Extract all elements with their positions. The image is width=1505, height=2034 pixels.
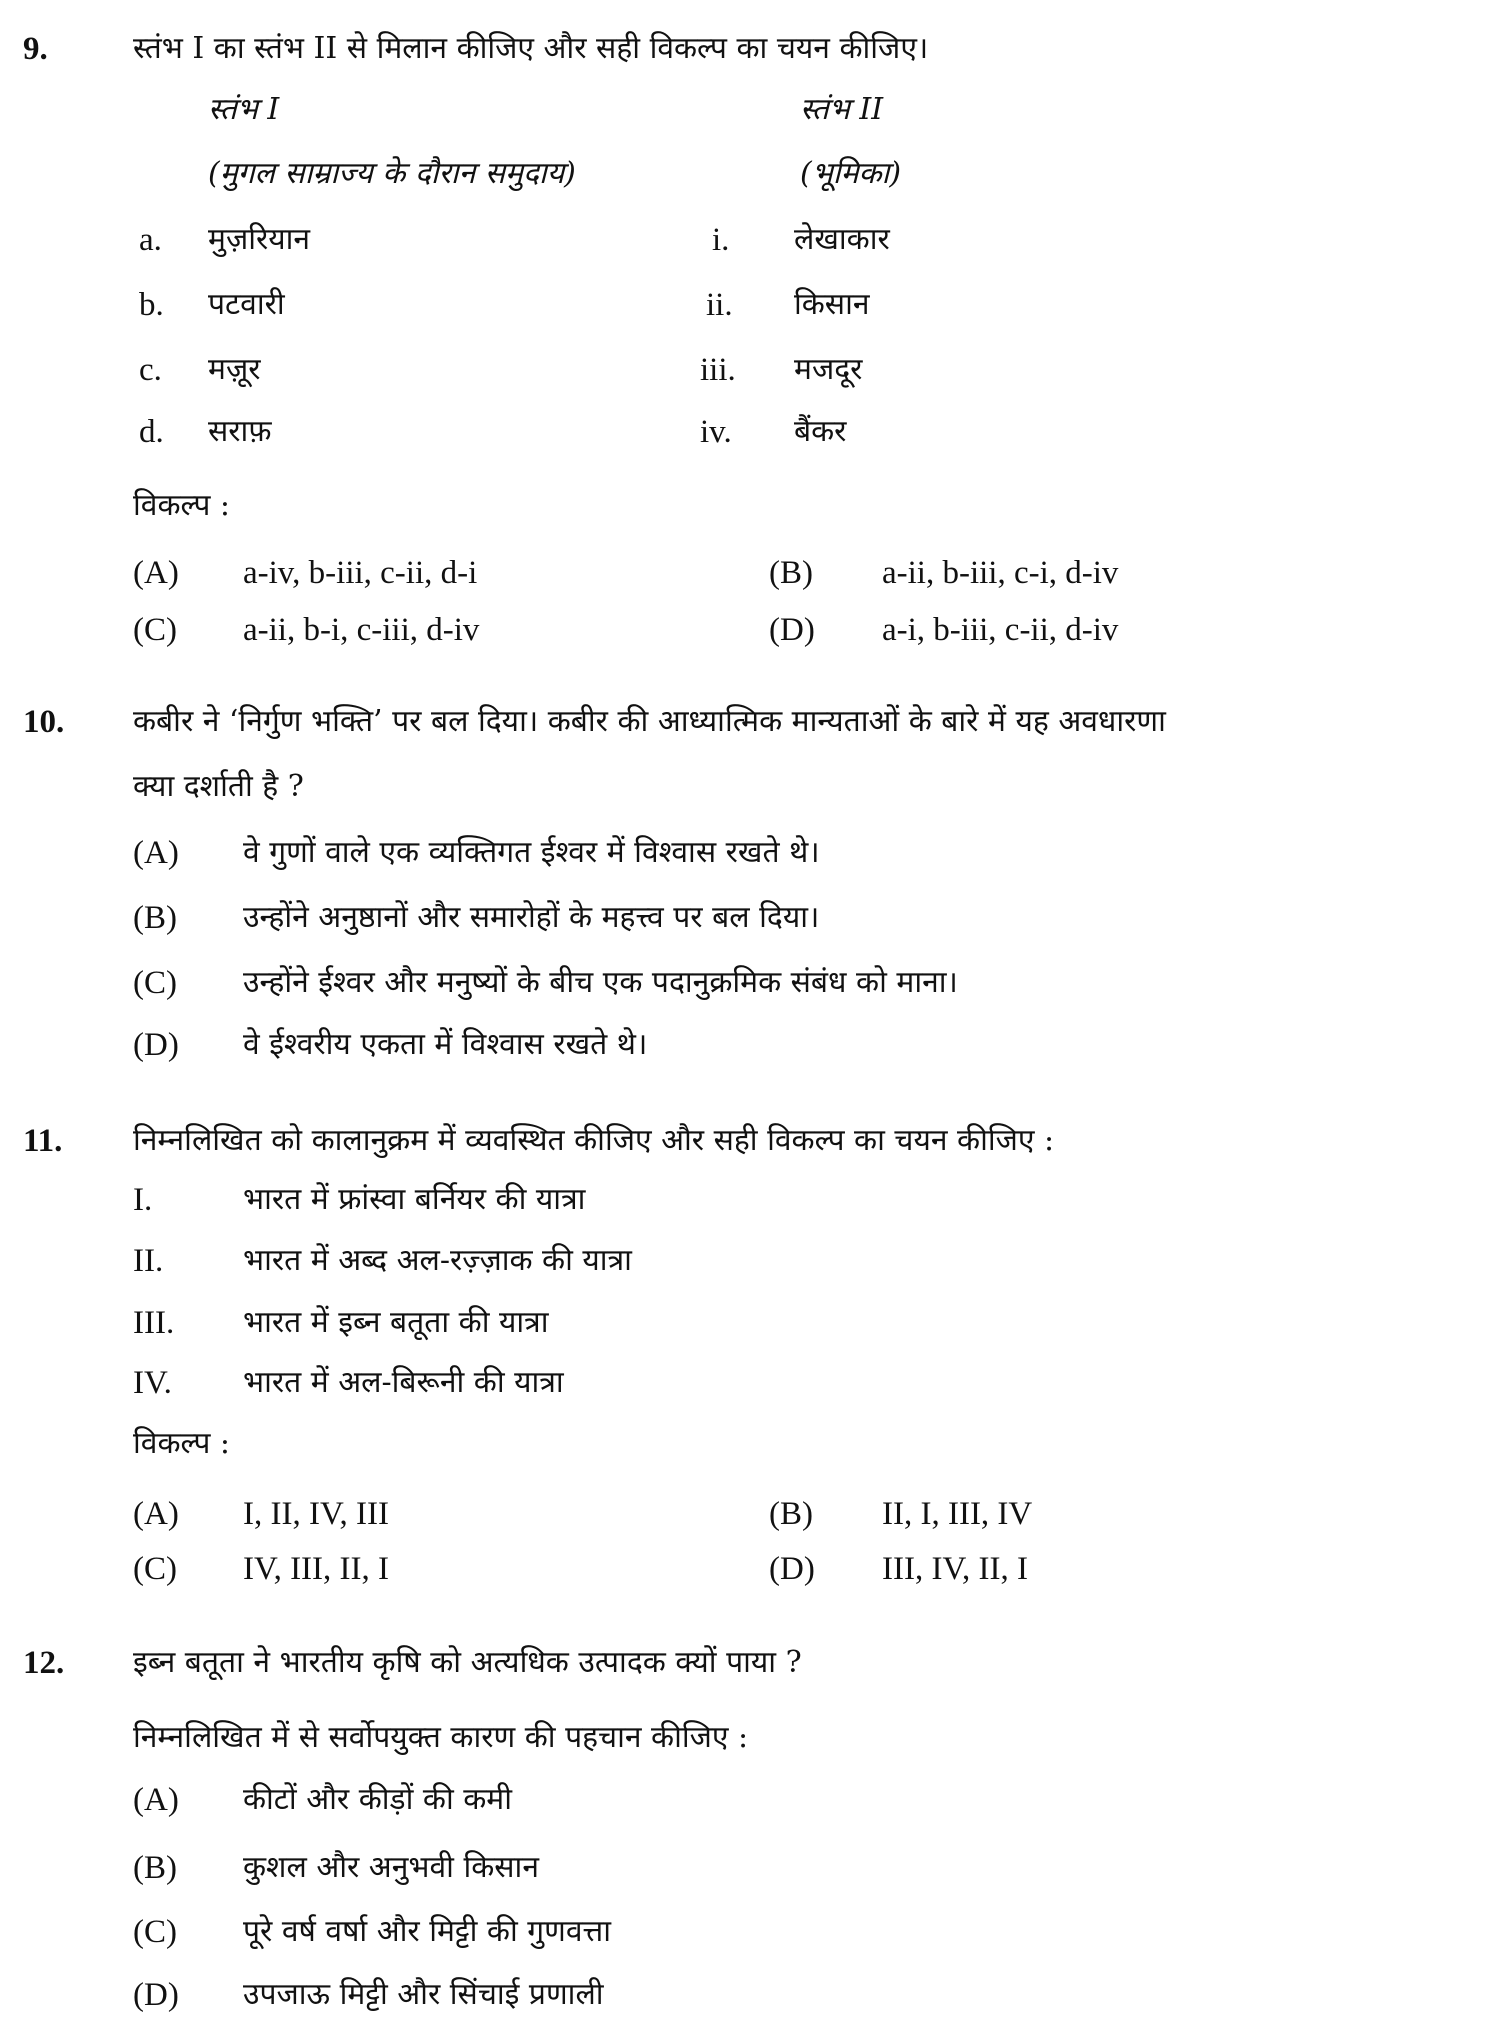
- match-left-value: मज़ूर: [208, 352, 261, 387]
- option-label: (D): [133, 1977, 179, 2013]
- option-text: II, I, III, IV: [882, 1496, 1033, 1532]
- column-2-title: स्तंभ II: [800, 92, 884, 127]
- option-text: पूरे वर्ष वर्षा और मिट्टी की गुणवत्ता: [243, 1914, 612, 1949]
- option-label: (D): [769, 1551, 815, 1587]
- match-left-value: पटवारी: [208, 287, 285, 322]
- option-label: (D): [769, 612, 815, 648]
- item-label: III.: [133, 1305, 175, 1341]
- option-label: (A): [133, 1782, 179, 1818]
- match-right-label: ii.: [706, 287, 733, 323]
- option-label: (C): [133, 965, 177, 1001]
- column-2-subtitle: (भूमिका): [800, 156, 902, 191]
- item-label: II.: [133, 1243, 164, 1279]
- option-text: कुशल और अनुभवी किसान: [243, 1850, 539, 1885]
- option-label: (A): [133, 835, 179, 871]
- option-text: a-ii, b-i, c-iii, d-iv: [243, 612, 480, 648]
- option-label: (C): [133, 1914, 177, 1950]
- column-1-subtitle: (मुगल साम्राज्य के दौरान समुदाय): [208, 156, 576, 191]
- option-text: वे ईश्वरीय एकता में विश्वास रखते थे।: [243, 1027, 648, 1062]
- column-1-title: स्तंभ I: [208, 92, 280, 127]
- match-right-label: iii.: [700, 352, 736, 388]
- match-right-label: i.: [712, 222, 730, 258]
- match-right-value: मजदूर: [794, 352, 863, 387]
- option-label: (B): [769, 1496, 813, 1532]
- option-text: IV, III, II, I: [243, 1551, 390, 1587]
- option-label: (C): [133, 612, 177, 648]
- option-text: a-ii, b-iii, c-i, d-iv: [882, 555, 1119, 591]
- match-left-label: a.: [139, 222, 162, 258]
- match-right-value: किसान: [794, 287, 870, 322]
- question-text-continued: क्या दर्शाती है ?: [133, 769, 304, 804]
- match-left-value: मुज़रियान: [208, 222, 311, 257]
- question-text: स्तंभ I का स्तंभ II से मिलान कीजिए और सही विकल्प का चयन कीजिए।: [133, 31, 929, 66]
- match-right-label: iv.: [700, 414, 732, 450]
- item-text: भारत में अल-बिरूनी की यात्रा: [243, 1365, 564, 1400]
- match-right-value: लेखाकार: [794, 222, 890, 257]
- options-heading: विकल्प :: [133, 1426, 231, 1461]
- option-text: उपजाऊ मिट्टी और सिंचाई प्रणाली: [243, 1977, 604, 2012]
- question-instruction: निम्नलिखित में से सर्वोपयुक्त कारण की पहचान कीजिए :: [133, 1720, 749, 1755]
- question-number: 9.: [23, 31, 48, 67]
- item-text: भारत में अब्द अल-रज़्ज़ाक की यात्रा: [243, 1243, 632, 1278]
- question-text: कबीर ने ‘निर्गुण भक्ति’ पर बल दिया। कबीर की आध्यात्मिक मान्यताओं के बारे में यह अवधारणा: [133, 704, 1166, 739]
- option-text: I, II, IV, III: [243, 1496, 390, 1532]
- option-label: (D): [133, 1027, 179, 1063]
- match-left-label: d.: [139, 414, 164, 450]
- question-text: निम्नलिखित को कालानुक्रम में व्यवस्थित कीजिए और सही विकल्प का चयन कीजिए :: [133, 1123, 1055, 1158]
- option-label: (B): [133, 900, 177, 936]
- match-left-label: b.: [139, 287, 164, 323]
- question-number: 12.: [23, 1645, 65, 1681]
- item-label: I.: [133, 1182, 153, 1218]
- option-text: वे गुणों वाले एक व्यक्तिगत ईश्वर में विश्वास रखते थे।: [243, 835, 820, 870]
- question-text: इब्न बतूता ने भारतीय कृषि को अत्यधिक उत्पादक क्यों पाया ?: [133, 1645, 802, 1680]
- option-text: a-i, b-iii, c-ii, d-iv: [882, 612, 1119, 648]
- option-label: (B): [133, 1850, 177, 1886]
- match-left-value: सराफ़: [208, 414, 272, 449]
- option-text: III, IV, II, I: [882, 1551, 1029, 1587]
- match-right-value: बैंकर: [794, 414, 847, 449]
- option-text: a-iv, b-iii, c-ii, d-i: [243, 555, 478, 591]
- question-number: 11.: [23, 1123, 63, 1159]
- options-heading: विकल्प :: [133, 488, 231, 523]
- question-number: 10.: [23, 704, 65, 740]
- option-text: उन्होंने अनुष्ठानों और समारोहों के महत्त्व पर बल दिया।: [243, 900, 820, 935]
- item-text: भारत में फ्रांस्वा बर्नियर की यात्रा: [243, 1182, 586, 1217]
- option-label: (A): [133, 1496, 179, 1532]
- match-left-label: c.: [139, 352, 162, 388]
- option-text: कीटों और कीड़ों की कमी: [243, 1782, 512, 1817]
- item-text: भारत में इब्न बतूता की यात्रा: [243, 1305, 549, 1340]
- option-label: (A): [133, 555, 179, 591]
- option-text: उन्होंने ईश्वर और मनुष्यों के बीच एक पदानुक्रमिक संबंध को माना।: [243, 965, 958, 1000]
- item-label: IV.: [133, 1365, 172, 1401]
- option-label: (C): [133, 1551, 177, 1587]
- option-label: (B): [769, 555, 813, 591]
